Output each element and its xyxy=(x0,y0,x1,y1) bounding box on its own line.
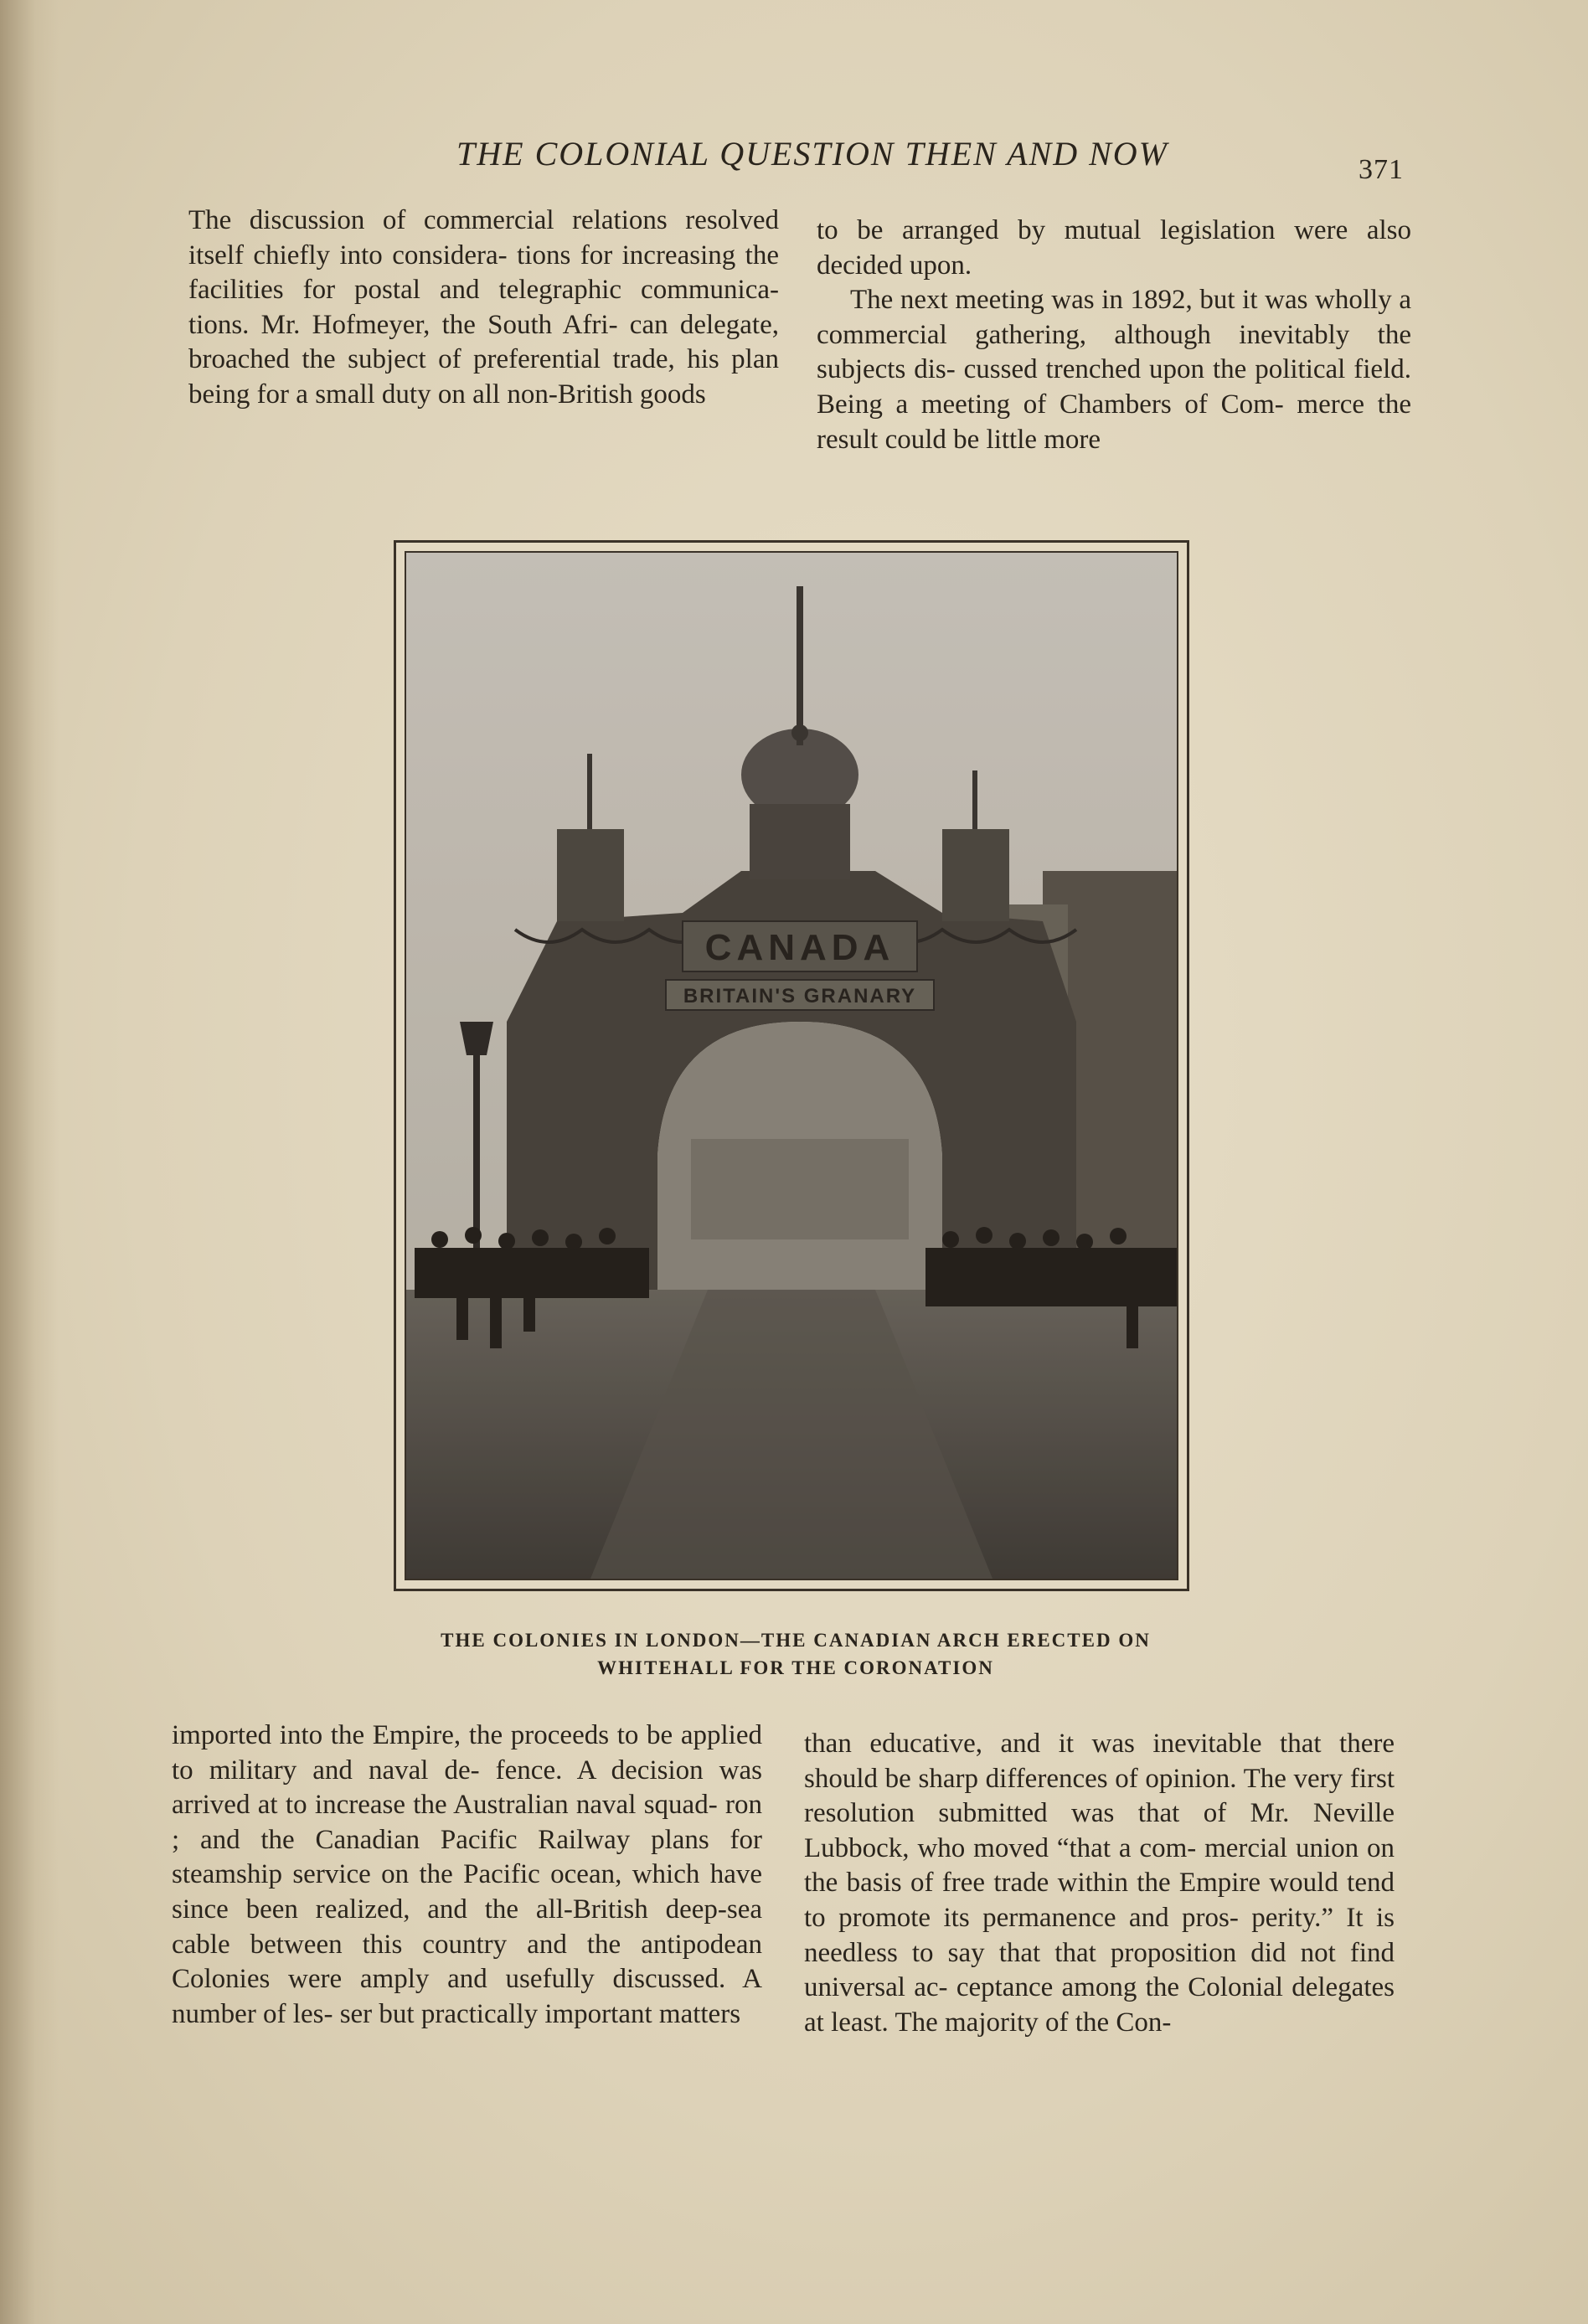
photograph-frame xyxy=(394,540,1189,1591)
paragraph: to be arranged by mutual legislation were also decided upon. xyxy=(817,215,1411,281)
running-header: THE COLONIAL QUESTION THEN AND NOW xyxy=(456,135,1168,173)
column-top-right xyxy=(817,214,1411,457)
arch-banner-granary: BRITAIN'S GRANARY xyxy=(683,985,917,1007)
photograph xyxy=(405,551,1178,1580)
photo-caption xyxy=(360,1626,1231,1682)
arch-photograph-illustration xyxy=(406,553,1177,1579)
paragraph: The discussion of commercial relations resolved itself chiefly into considera- tions for increasing the facilities for postal and telegraphic communica- tions. Mr. Hofmeyer, the South Afri- can delegate, broached the subject of preferential trade, his plan being for a small duty on all non-British goods xyxy=(188,205,779,410)
caption-line: THE COLONIES IN LONDON—THE CANADIAN ARCH ERECTED ON xyxy=(441,1630,1151,1651)
column-top-left xyxy=(188,204,779,413)
paragraph: The next meeting was in 1892, but it was wholly a commercial gathering, although inevitably the subjects dis- cussed trenched upon the political field. Being a meeting of Chambers of Com- merce the result could be little more xyxy=(817,285,1411,455)
arch-sign-canada: CANADA xyxy=(704,927,895,968)
paragraph: than educative, and it was inevitable that there should be sharp differences of opinion. The very first resolution submitted was that of Mr. Neville Lubbock, who moved “that a com- mercial union on the basis of free trade within the Empire would tend to promote its permanence and pros- perity.” It is needless to say that that proposition did not find universal ac- ceptance among the Colonial delegates at least. The majority of the Con- xyxy=(804,1729,1395,2038)
caption-line: WHITEHALL FOR THE CORONATION xyxy=(597,1657,994,1678)
column-bottom-right xyxy=(804,1727,1395,2040)
page-number: 371 xyxy=(1359,154,1404,185)
paragraph: imported into the Empire, the proceeds to be applied to military and naval de- fence. A decision was arrived at to increase the Australian naval squad- ron ; and the Canadian Pacific Railway plans for steamship service on the Pacific ocean, which have since been realized, and the all-British deep-sea cable between this country and the antipodean Colonies were amply and usefully discussed. A number of les- ser but practically important matters xyxy=(172,1720,762,2029)
spine-shadow xyxy=(0,0,59,2324)
column-bottom-left xyxy=(172,1719,762,2032)
